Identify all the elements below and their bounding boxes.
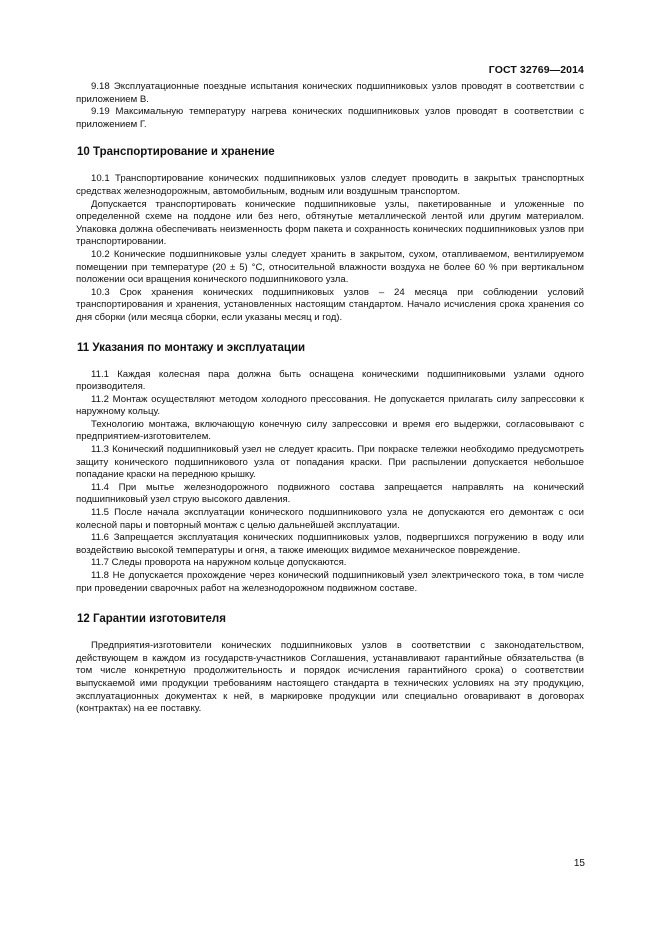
paragraph-11-7: 11.7 Следы проворота на наружном кольце допускаются.	[91, 557, 347, 569]
paragraph-11-4: 11.4 При мытье железнодорожного подвижного состава запрещается направлять на конический подшипниковый узел струю высокого давления.	[76, 481, 584, 506]
paragraph-11-3: 11.3 Конический подшипниковый узел не следует красить. При покраске тележки необходимо предусмотреть защиту конического подшипникового узла от попадания краски. При распылении допускается небольшое попадание краски на переднюю крышку.	[76, 444, 584, 481]
paragraph-10-1-b: Допускается транспортировать конические подшипниковые узлы, пакетированные и уложенные по определенной схеме на поддоне или без него, обтянутые металлической лентой или другим материалом. Упаковка должна обеспечивать неизменность форм пакета и сохранность конических подшипниковых узлов при транспортировании.	[76, 198, 584, 248]
paragraph-9-18: 9.18 Эксплуатационные поездные испытания конических подшипниковых узлов проводят в соответствии с приложением В.	[76, 81, 584, 105]
section-11-heading: 11 Указания по монтажу и эксплуатации	[77, 341, 306, 354]
paragraph-10-1: 10.1 Транспортирование конических подшипниковых узлов следует проводить в закрытых транспортных средствах железнодорожным, автомобильным, водным или воздушным транспортом.	[76, 173, 584, 197]
paragraph-9-19: 9.19 Максимальную температуру нагрева конических подшипниковых узлов проводят в соответствии с приложением Г.	[76, 106, 584, 130]
paragraph-11-5: 11.5 После начала эксплуатации конического подшипникового узла не допускаются его демонтаж с оси колесной пары и повторный монтаж с целью дальнейшей эксплуатации.	[76, 507, 584, 531]
paragraph-10-3: 10.3 Срок хранения конических подшипниковых узлов – 24 месяца при соблюдении условий транспортирования и хранения, установленных настоящим стандартом. Начало исчисления срока хранения со дня сборки (или месяца сборки, если указаны месяц и год).	[76, 286, 584, 323]
page-content	[76, 81, 584, 716]
paragraph-11-1: 11.1 Каждая колесная пара должна быть оснащена коническими подшипниковыми узлами одного производителя.	[76, 368, 584, 393]
page-number: 15	[573, 858, 585, 869]
paragraph-11-2: 11.2 Монтаж осуществляют методом холодного прессования. Не допускается прилагать силу запрессовки к наружному кольцу.	[76, 393, 584, 418]
section-12-heading: 12 Гарантии изготовителя	[77, 613, 226, 626]
document-code: ГОСТ 32769—2014	[488, 64, 584, 76]
paragraph-10-2: 10.2 Конические подшипниковые узлы следует хранить в закрытом, сухом, отапливаемом, вентилируемом помещении при температуре (20 ± 5) °С, относительной влажности воздуха не более 60 % при вертикальном положении оси вращения конического подшипникового узла.	[76, 248, 584, 286]
paragraph-11-6: 11.6 Запрещается эксплуатация конических подшипниковых узлов, подвергшихся погружению в воду или воздействию высокой температуры и огня, а также имеющих видимое механическое повреждение.	[76, 532, 584, 556]
section-10-heading: 10 Транспортирование и хранение	[77, 146, 275, 159]
paragraph-11-2-b: Технологию монтажа, включающую конечную силу запрессовки и время его выдержки, согласовывают с предприятием-изготовителем.	[76, 418, 584, 443]
paragraph-11-8: 11.8 Не допускается прохождение через конический подшипниковый узел электрического тока, в том числе при проведении сварочных работ на железнодорожном подвижном составе.	[76, 570, 584, 594]
paragraph-12: Предприятия-изготовители конических подшипниковых узлов в соответствии с законодательством, действующем в каждом из государств-участников Соглашения, устанавливают гарантийные обязательства (в том числе конкретную продолжительность и порядок исчисления гарантийного срока) о соответствии выпускаемой ими продукции требованиям настоящего стандарта в технических условиях на эту продукцию, эксплуатационных документах к ней, в маркировке продукции или специально оговаривают в договорах (контрактах) на ее поставку.	[76, 640, 584, 715]
